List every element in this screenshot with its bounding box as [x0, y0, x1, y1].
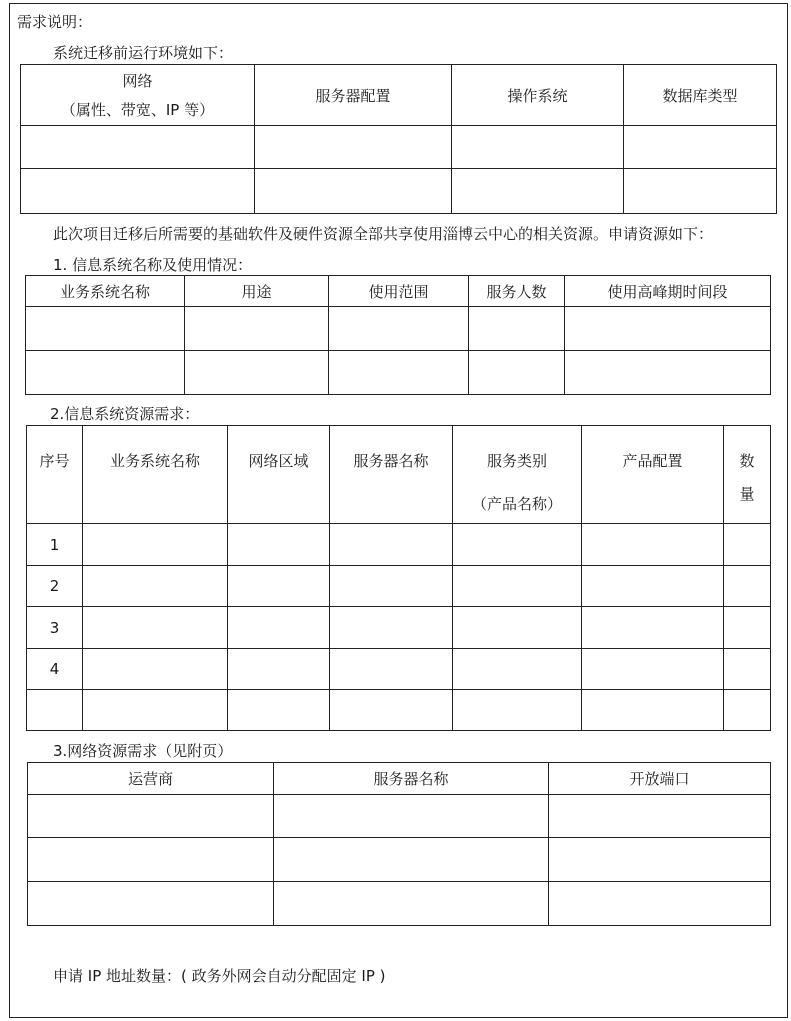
resource-cell[interactable]: [582, 524, 724, 566]
resource-header-category: [453, 426, 582, 524]
network-cell[interactable]: [274, 795, 549, 838]
network-cell[interactable]: [274, 838, 549, 882]
resource-header-seq-label: 序号: [39, 452, 70, 470]
network-header-ports: 开放端口: [549, 763, 771, 795]
env-intro: 系统迁移前运行环境如下：: [53, 44, 234, 62]
env-cell[interactable]: [21, 169, 255, 214]
resource-cell[interactable]: [453, 607, 582, 649]
resource-header-qty-line2: 量: [739, 485, 755, 503]
resource-cell[interactable]: [453, 690, 582, 731]
usage-header-scope: 使用范围: [329, 276, 469, 307]
resource-cell[interactable]: [724, 607, 771, 649]
resource-cell[interactable]: [330, 524, 453, 566]
network-header-server: 服务器名称: [274, 763, 549, 795]
env-cell[interactable]: [21, 126, 255, 169]
section1-title: 1. 信息系统名称及使用情况：: [53, 256, 253, 274]
resource-cell[interactable]: [83, 607, 228, 649]
resource-cell[interactable]: [228, 649, 330, 690]
resource-cell[interactable]: [724, 690, 771, 731]
resource-cell[interactable]: [724, 566, 771, 607]
env-cell[interactable]: [452, 169, 624, 214]
network-table: [27, 762, 771, 926]
env-cell[interactable]: [452, 126, 624, 169]
usage-cell[interactable]: [565, 351, 771, 395]
network-cell[interactable]: [28, 838, 274, 882]
usage-cell[interactable]: [469, 351, 565, 395]
resource-row-seq: 4: [27, 649, 83, 690]
resource-header-qty-line1: 数: [739, 452, 755, 470]
resource-row-seq: 2: [27, 566, 83, 607]
resource-cell[interactable]: [83, 690, 228, 731]
resource-cell[interactable]: [228, 566, 330, 607]
resource-cell[interactable]: [330, 566, 453, 607]
resource-row-seq: 3: [27, 607, 83, 649]
env-cell[interactable]: [255, 169, 452, 214]
resources-intro: 此次项目迁移后所需要的基础软件及硬件资源全部共享使用淄博云中心的相关资源。申请资源如下：: [53, 225, 714, 243]
resource-cell[interactable]: [228, 690, 330, 731]
network-cell[interactable]: [28, 882, 274, 926]
resource-header-zone: [228, 426, 330, 524]
env-header-network-line1: 网络: [122, 72, 153, 90]
usage-header-system: 业务系统名称: [26, 276, 185, 307]
env-header-server: 服务器配置: [255, 65, 452, 126]
resource-header-category-line1: 服务类别: [486, 452, 547, 470]
resource-cell[interactable]: [228, 524, 330, 566]
resource-cell[interactable]: [582, 690, 724, 731]
env-cell[interactable]: [624, 169, 777, 214]
network-header-carrier: 运营商: [28, 763, 274, 795]
resource-header-server: [330, 426, 453, 524]
network-cell[interactable]: [549, 882, 771, 926]
resource-row-seq: [27, 690, 83, 731]
resource-cell[interactable]: [724, 524, 771, 566]
usage-table: [25, 275, 771, 395]
resource-header-qty: [724, 426, 771, 524]
usage-cell[interactable]: [329, 351, 469, 395]
resource-header-seq: [27, 426, 83, 524]
resource-cell[interactable]: [724, 649, 771, 690]
env-header-os: 操作系统: [452, 65, 624, 126]
resource-cell[interactable]: [582, 566, 724, 607]
resource-cell[interactable]: [582, 607, 724, 649]
resource-cell[interactable]: [228, 607, 330, 649]
resource-cell[interactable]: [83, 566, 228, 607]
usage-header-peak: 使用高峰期时间段: [565, 276, 771, 307]
resource-cell[interactable]: [582, 649, 724, 690]
resource-cell[interactable]: [453, 649, 582, 690]
section3-title: 3.网络资源需求（见附页）: [53, 742, 233, 760]
resource-header-system: [83, 426, 228, 524]
usage-cell[interactable]: [26, 351, 185, 395]
resource-cell[interactable]: [83, 524, 228, 566]
env-table: [20, 64, 777, 214]
usage-cell[interactable]: [185, 351, 329, 395]
resource-table: [26, 425, 771, 731]
usage-cell[interactable]: [26, 307, 185, 351]
resource-header-config-label: 产品配置: [622, 452, 683, 470]
env-header-db: 数据库类型: [624, 65, 777, 126]
ip-request-note: 申请 IP 地址数量：( 政务外网会自动分配固定 IP ): [53, 967, 386, 985]
env-header-network-line2: （属性、带宽、IP 等）: [60, 101, 215, 119]
network-cell[interactable]: [274, 882, 549, 926]
resource-cell[interactable]: [453, 524, 582, 566]
network-cell[interactable]: [28, 795, 274, 838]
resource-row-seq: 1: [27, 524, 83, 566]
usage-cell[interactable]: [329, 307, 469, 351]
requirements-heading: 需求说明：: [17, 13, 93, 31]
network-cell[interactable]: [549, 838, 771, 882]
usage-cell[interactable]: [185, 307, 329, 351]
env-header-network: [21, 65, 255, 126]
env-cell[interactable]: [624, 126, 777, 169]
env-cell[interactable]: [255, 126, 452, 169]
resource-cell[interactable]: [453, 566, 582, 607]
resource-header-server-label: 服务器名称: [353, 452, 429, 470]
usage-header-users: 服务人数: [469, 276, 565, 307]
usage-header-purpose: 用途: [185, 276, 329, 307]
resource-header-zone-label: 网络区域: [248, 452, 309, 470]
section2-title: 2.信息系统资源需求：: [50, 405, 200, 423]
resource-cell[interactable]: [83, 649, 228, 690]
network-cell[interactable]: [549, 795, 771, 838]
resource-cell[interactable]: [330, 649, 453, 690]
resource-cell[interactable]: [330, 607, 453, 649]
resource-cell[interactable]: [330, 690, 453, 731]
resource-header-category-line2: （产品名称）: [471, 495, 562, 513]
usage-cell[interactable]: [469, 307, 565, 351]
resource-header-config: [582, 426, 724, 524]
resource-header-system-label: 业务系统名称: [109, 452, 200, 470]
usage-cell[interactable]: [565, 307, 771, 351]
